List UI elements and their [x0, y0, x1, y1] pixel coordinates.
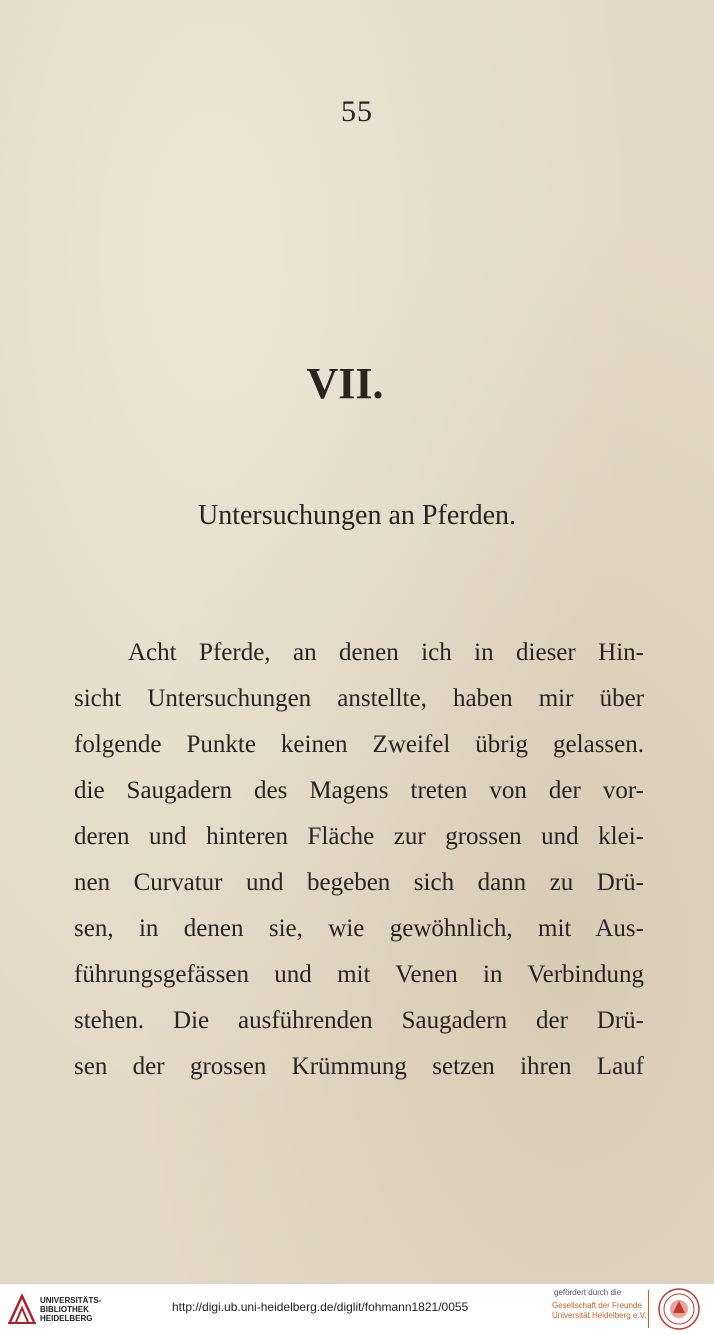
text-line: die Saugadern des Magens treten von der vor-: [74, 777, 644, 804]
text-line: stehen. Die ausführenden Saugadern der Drü-: [74, 1007, 644, 1034]
text-line: sicht Untersuchungen anstellte, haben mir über: [74, 685, 644, 712]
text-line: deren und hinteren Fläche zur grossen und klei-: [74, 823, 644, 850]
text-line: Acht Pferde, an denen ich in dieser Hin-: [128, 639, 644, 666]
text-line: nen Curvatur und begeben sich dann zu Drü-: [74, 869, 644, 896]
sponsor-name-line: Gesellschaft der Freunde: [552, 1301, 642, 1310]
sponsor-name-line: Universität Heidelberg e.V.: [552, 1311, 647, 1320]
viewer-footer: [0, 1283, 714, 1334]
sponsor-label: gefördert durch die: [554, 1288, 622, 1297]
library-name-line: BIBLIOTHEK: [40, 1305, 89, 1314]
page-number: 55: [341, 95, 373, 128]
library-name-line: HEIDELBERG: [40, 1314, 93, 1323]
text-line: führungsgefässen und mit Venen in Verbindung: [74, 961, 644, 988]
text-line: sen, in denen sie, wie gewöhnlich, mit Aus-: [74, 915, 644, 942]
sponsor-name: [552, 1301, 646, 1321]
chapter-number: VII.: [306, 359, 384, 408]
section-heading: Untersuchungen an Pferden.: [197, 500, 516, 531]
footer-divider: [648, 1290, 649, 1328]
library-name: [40, 1296, 101, 1323]
body-text: [74, 630, 644, 1090]
text-line: sen der grossen Krümmung setzen ihren Lauf: [74, 1053, 644, 1080]
university-seal-icon: [657, 1287, 701, 1331]
library-logo-icon: [8, 1292, 36, 1326]
permalink-url[interactable]: http://digi.ub.uni-heidelberg.de/diglit/fohmann1821/0055: [172, 1300, 469, 1314]
library-name-line: UNIVERSITÄTS-: [40, 1296, 102, 1305]
text-line: folgende Punkte keinen Zweifel übrig gelassen.: [74, 731, 644, 758]
